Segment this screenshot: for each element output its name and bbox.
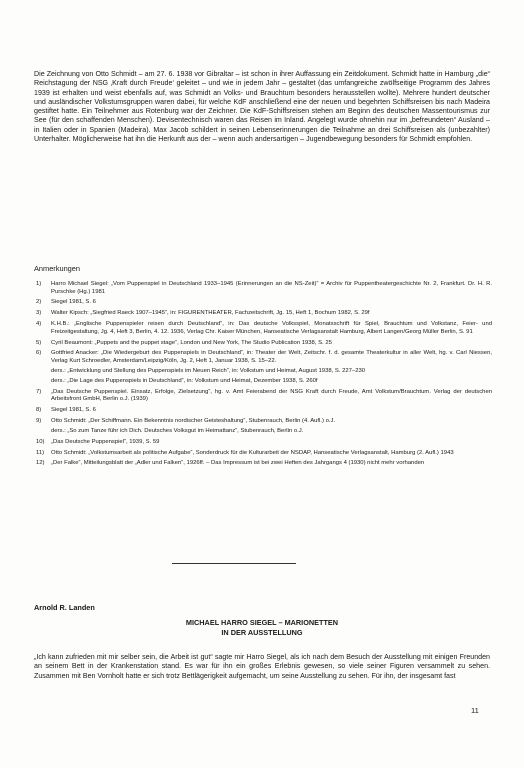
note-item bbox=[36, 407, 492, 415]
note-text: ders.: „Die Lage des Puppenspiels in Deutschland“, in: Volkstum und Heimat, Dezember 1938, S. 260f bbox=[51, 377, 318, 384]
note-text: Otto Schmidt: „Volkstumsarbeit als politische Aufgabe“, Sonderdruck für die Kulturarbeit der NSDAP, Hanseatische Verlagsanstalt, Hamburg (2. Aufl.) 1943 bbox=[51, 449, 454, 456]
note-item bbox=[36, 418, 492, 426]
intro-paragraph: Die Zeichnung von Otto Schmidt – am 27. 6. 1938 vor Gibraltar – ist schon in ihrer Auffassung ein Zeitdokument. Schmidt hatte in Hamburg „die“ Reichstagung der NSG ‚Kraft durch Freude‘ geleitet – und wie in jedem Jahr – gestaltet (das umfangreiche zwölfseitige Programm des Jahres 1939 ist erhalten und weist ebenfalls auf, was Schmidt an Volks- und Brauchtum besonders herausstellen wollte). Mehrere hundert deutscher und ausländischer Volkstumsgruppen waren dabei, für welche KdF anschließend eine der neuen und begehrten Schiffsreisen bis nach Madeira gestiftet hatte. Ein Teilnehmer aus Rotenburg war der Zeichner. Die KdF-Schiffsreisen stehen am Beginn des deutschen Massentourismus zur See (für den schaffenden Menschen). Devisentechnisch waren das Reisen im Inland. Angelegt wurde ohnehin nur im „befreundeten“ Ausland – in Italien oder in Spanien (Madeira). Max Jacob schildert in seinen Lebenserinnerungen die Teilnahme an drei Schiffsreisen als (unbezahlter) Unterhalter. Möglicherweise hat ihn die Herkunft aus der – wenn auch andersartigen – Jugendbewegung besonders für Schmidt empfohlen. bbox=[34, 70, 490, 144]
note-number: 8) bbox=[36, 407, 42, 414]
notes-list bbox=[36, 281, 492, 471]
note-text: ders.: „So zum Tanze führ ich Dich. Deutsches Volksgut im Heimattanz“, Stubenrauch, Berlin o.J. bbox=[51, 427, 304, 434]
article-body: „Ich kann zufrieden mit mir selber sein, die Arbeit ist gut“ sagte mir Harro Siegel, als ich nach dem Besuch der Ausstellung mit einigen Freunden an seinem Bett in der Krankenstation stand. Es war für ihn ein großes Erlebnis gewesen, so viele seiner Figuren versammelt zu sehen. Zusammen mit Ben Vornholt hatte er sich trotz Bettlägerigkeit aufgemacht, um seine Ausstellung zu sehen. Für ihn, der insgesamt fast bbox=[34, 653, 490, 680]
note-number: 1) bbox=[36, 281, 42, 287]
note-item bbox=[36, 299, 492, 307]
note-text: Harro Michael Siegel: „Vom Puppenspiel in Deutschland 1933–1945 (Erinnerungen an die NS-Zeit)“ = Archiv für Puppentheatergeschichte Nr. 2, Frankfurt. Dr. H. R. Purschke (Hg.) 1981 bbox=[51, 281, 492, 295]
article-title-line: IN DER AUSSTELLUNG bbox=[221, 627, 303, 637]
note-item bbox=[36, 378, 492, 386]
article-author: Arnold R. Landen bbox=[34, 603, 95, 612]
note-text: Siegel 1981, S. 6 bbox=[51, 299, 96, 306]
note-text: „Das Deutsche Puppenspiel. Einsatz, Erfolge, Zielsetzung“, hg. v. Amt Feierabend der NSG Kraft durch Freude, Amt Volkstum/Brauchtum. Verlag der deutschen Arbeitsfront GmbH, Berlin o.J. (1939) bbox=[51, 388, 492, 403]
note-text: Otto Schmidt: „Der Schiffmann. Ein Bekenntnis nordischer Geisteshaltung“, Stubenrauch, Berlin (4. Aufl.) o.J. bbox=[51, 417, 336, 424]
note-number bbox=[36, 368, 51, 376]
note-item bbox=[36, 340, 492, 348]
article-title-line: MICHAEL HARRO SIEGEL – MARIONETTEN bbox=[185, 618, 339, 627]
note-item bbox=[36, 321, 492, 336]
notes-heading: Anmerkungen bbox=[34, 264, 81, 273]
note-item bbox=[36, 281, 492, 296]
note-number: 7) bbox=[36, 388, 42, 395]
note-item bbox=[36, 350, 492, 365]
page-number: 11 bbox=[471, 706, 479, 715]
note-item bbox=[36, 310, 492, 318]
note-number: 10) bbox=[36, 438, 45, 445]
note-number: 3) bbox=[36, 310, 42, 317]
note-text: K.H.B.: „Englische Puppenspieler reisen durch Deutschland“, in: Das deutsche Volksspiel, Monatsschrift für Spiel, Brauchtum und Volkstanz, Feier- und Freizeitgestaltung, Jg. 4, Heft 3, Berlin, 4. 12. 1936, Verlag Chr. Kaiser München, Hanseatische Verlagsanstalt Hamburg, Albert Langen/Georg Müller Berlin, S. 91 bbox=[51, 321, 492, 335]
note-text: ders.: „Entwicklung und Stellung des Puppenspiels im Neuen Reich“, in: Volkstum und Heimat, August 1938, S. 227–230 bbox=[51, 367, 366, 374]
note-item bbox=[36, 368, 492, 376]
note-item bbox=[36, 428, 492, 436]
note-item bbox=[36, 460, 492, 468]
note-number: 9) bbox=[36, 417, 42, 424]
section-divider bbox=[172, 563, 296, 564]
note-item bbox=[36, 439, 492, 447]
article-title bbox=[34, 618, 490, 637]
note-text: „Das Deutsche Puppenspiel“, 1939, S. 59 bbox=[51, 438, 160, 445]
note-number: 6) bbox=[36, 350, 42, 357]
note-number: 4) bbox=[36, 321, 42, 328]
note-text: Siegel 1981, S. 6 bbox=[51, 407, 96, 414]
note-number: 5) bbox=[36, 339, 42, 346]
note-text: Cyril Beaumont: „Puppets and the puppet stage“, London und New York, The Studio Publication 1938, S. 25 bbox=[51, 339, 332, 346]
note-number: 11) bbox=[36, 449, 45, 456]
note-number: 12) bbox=[36, 460, 45, 467]
note-item bbox=[36, 389, 492, 404]
note-number: 2) bbox=[36, 299, 42, 306]
note-item bbox=[36, 450, 492, 458]
note-text: Gottfried Anacker: „Die Wiedergeburt des Puppenspiels in Deutschland“, in: Theater der Welt, Zeitschr. f. d. gesamte Theaterkultur in aller Welt, hg. v. Carl Niessen, Verlag Kurt Schroedler, Amsterdam/Leipzig/Köln, Jg. 2, Heft 1, Januar 1938, S. 15–22. bbox=[51, 350, 492, 364]
note-text: „Der Falke“, Mitteilungsblatt der „Adler und Falken“, 1926ff. – Das Impressum ist bei zwei Heften des Jahrgangs 4 (1930) nicht mehr vorhanden bbox=[51, 460, 425, 467]
note-text: Walter Kipsch: „Siegfried Raeck 1907–1945“, in: FIGURENTHEATER, Fachzeitschrift, Jg. 15, Heft 1, Bochum 1982, S. 29f bbox=[51, 310, 370, 317]
note-number bbox=[36, 378, 51, 386]
note-number bbox=[36, 428, 51, 436]
